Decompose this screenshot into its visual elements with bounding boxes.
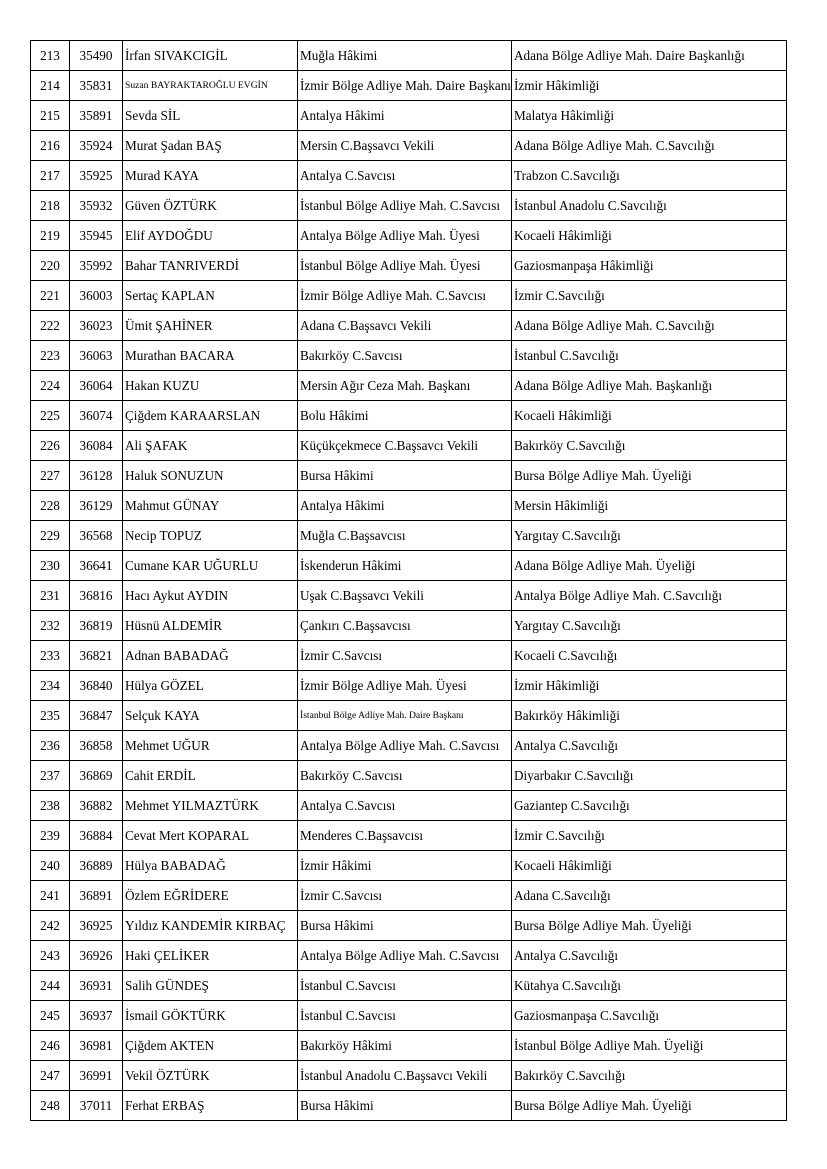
new-position-cell: Yargıtay C.Savcılığı [512, 521, 787, 551]
person-name-cell: Sertaç KAPLAN [123, 281, 298, 311]
new-position-cell: İzmir C.Savcılığı [512, 821, 787, 851]
table-row [31, 971, 787, 1001]
registry-number-cell: 36937 [70, 1001, 123, 1031]
current-position-cell: İstanbul C.Savcısı [298, 971, 512, 1001]
table-row [31, 311, 787, 341]
row-number-cell: 214 [31, 71, 70, 101]
row-number-cell: 221 [31, 281, 70, 311]
current-position-cell: Muğla C.Başsavcısı [298, 521, 512, 551]
row-number-cell: 246 [31, 1031, 70, 1061]
table-row [31, 221, 787, 251]
new-position-cell: Malatya Hâkimliği [512, 101, 787, 131]
table-row [31, 161, 787, 191]
person-name-cell: Ümit ŞAHİNER [123, 311, 298, 341]
table-row [31, 821, 787, 851]
row-number-cell: 230 [31, 551, 70, 581]
person-name-cell: Mehmet YILMAZTÜRK [123, 791, 298, 821]
current-position-cell: İzmir Bölge Adliye Mah. C.Savcısı [298, 281, 512, 311]
table-row [31, 881, 787, 911]
new-position-cell: Yargıtay C.Savcılığı [512, 611, 787, 641]
table-row [31, 671, 787, 701]
table-row [31, 1061, 787, 1091]
person-name-cell: Sevda SİL [123, 101, 298, 131]
registry-number-cell: 35932 [70, 191, 123, 221]
registry-number-cell: 36821 [70, 641, 123, 671]
current-position-cell: Antalya C.Savcısı [298, 791, 512, 821]
row-number-cell: 219 [31, 221, 70, 251]
registry-number-cell: 36931 [70, 971, 123, 1001]
new-position-cell: Kocaeli Hâkimliği [512, 401, 787, 431]
row-number-cell: 225 [31, 401, 70, 431]
row-number-cell: 213 [31, 41, 70, 71]
person-name-cell: Cumane KAR UĞURLU [123, 551, 298, 581]
person-name-cell: Özlem EĞRİDERE [123, 881, 298, 911]
current-position-cell: İstanbul Bölge Adliye Mah. Daire Başkanı [298, 701, 512, 731]
person-name-cell: Yıldız KANDEMİR KIRBAÇ [123, 911, 298, 941]
table-row [31, 911, 787, 941]
current-position-cell: Bakırköy C.Savcısı [298, 341, 512, 371]
current-position-cell: İzmir Bölge Adliye Mah. Üyesi [298, 671, 512, 701]
registry-number-cell: 36064 [70, 371, 123, 401]
person-name-cell: Hakan KUZU [123, 371, 298, 401]
table-row [31, 521, 787, 551]
person-name-cell: İrfan SIVAKCIGİL [123, 41, 298, 71]
person-name-cell: Cevat Mert KOPARAL [123, 821, 298, 851]
person-name-cell: Necip TOPUZ [123, 521, 298, 551]
row-number-cell: 220 [31, 251, 70, 281]
table-row [31, 941, 787, 971]
registry-number-cell: 36925 [70, 911, 123, 941]
table-row [31, 341, 787, 371]
row-number-cell: 235 [31, 701, 70, 731]
current-position-cell: Küçükçekmece C.Başsavcı Vekili [298, 431, 512, 461]
person-name-cell: Ferhat ERBAŞ [123, 1091, 298, 1121]
current-position-cell: Mersin Ağır Ceza Mah. Başkanı [298, 371, 512, 401]
table-row [31, 431, 787, 461]
row-number-cell: 238 [31, 791, 70, 821]
current-position-cell: Menderes C.Başsavcısı [298, 821, 512, 851]
registry-number-cell: 36074 [70, 401, 123, 431]
person-name-cell: Salih GÜNDEŞ [123, 971, 298, 1001]
person-name-cell: Murad KAYA [123, 161, 298, 191]
new-position-cell: Antalya C.Savcılığı [512, 731, 787, 761]
row-number-cell: 229 [31, 521, 70, 551]
new-position-cell: Adana Bölge Adliye Mah. Başkanlığı [512, 371, 787, 401]
table-row [31, 1031, 787, 1061]
new-position-cell: Trabzon C.Savcılığı [512, 161, 787, 191]
registry-number-cell: 36884 [70, 821, 123, 851]
table-row [31, 731, 787, 761]
new-position-cell: İzmir Hâkimliği [512, 71, 787, 101]
current-position-cell: Çankırı C.Başsavcısı [298, 611, 512, 641]
table-body [31, 41, 787, 1121]
table-row [31, 491, 787, 521]
current-position-cell: İzmir C.Savcısı [298, 881, 512, 911]
registry-number-cell: 36129 [70, 491, 123, 521]
table-row [31, 41, 787, 71]
registry-number-cell: 36023 [70, 311, 123, 341]
person-name-cell: Çiğdem AKTEN [123, 1031, 298, 1061]
new-position-cell: Mersin Hâkimliği [512, 491, 787, 521]
current-position-cell: İstanbul Anadolu C.Başsavcı Vekili [298, 1061, 512, 1091]
new-position-cell: Diyarbakır C.Savcılığı [512, 761, 787, 791]
person-name-cell: Hacı Aykut AYDIN [123, 581, 298, 611]
registry-number-cell: 36084 [70, 431, 123, 461]
registry-number-cell: 35490 [70, 41, 123, 71]
registry-number-cell: 35924 [70, 131, 123, 161]
registry-number-cell: 36816 [70, 581, 123, 611]
row-number-cell: 242 [31, 911, 70, 941]
new-position-cell: Bursa Bölge Adliye Mah. Üyeliği [512, 461, 787, 491]
row-number-cell: 226 [31, 431, 70, 461]
new-position-cell: İstanbul Bölge Adliye Mah. Üyeliği [512, 1031, 787, 1061]
row-number-cell: 228 [31, 491, 70, 521]
current-position-cell: Bakırköy Hâkimi [298, 1031, 512, 1061]
current-position-cell: Antalya Hâkimi [298, 491, 512, 521]
registry-number-cell: 36840 [70, 671, 123, 701]
person-name-cell: Selçuk KAYA [123, 701, 298, 731]
person-name-cell: Mahmut GÜNAY [123, 491, 298, 521]
row-number-cell: 237 [31, 761, 70, 791]
registry-number-cell: 36847 [70, 701, 123, 731]
current-position-cell: Mersin C.Başsavcı Vekili [298, 131, 512, 161]
table-row [31, 101, 787, 131]
row-number-cell: 244 [31, 971, 70, 1001]
registry-number-cell: 36819 [70, 611, 123, 641]
person-name-cell: Güven ÖZTÜRK [123, 191, 298, 221]
new-position-cell: Gaziosmanpaşa Hâkimliği [512, 251, 787, 281]
table-row [31, 551, 787, 581]
table-row [31, 1001, 787, 1031]
row-number-cell: 247 [31, 1061, 70, 1091]
person-name-cell: Haluk SONUZUN [123, 461, 298, 491]
row-number-cell: 234 [31, 671, 70, 701]
row-number-cell: 216 [31, 131, 70, 161]
row-number-cell: 241 [31, 881, 70, 911]
row-number-cell: 217 [31, 161, 70, 191]
new-position-cell: Adana Bölge Adliye Mah. Daire Başkanlığı [512, 41, 787, 71]
registry-number-cell: 36128 [70, 461, 123, 491]
new-position-cell: İstanbul Anadolu C.Savcılığı [512, 191, 787, 221]
current-position-cell: İzmir C.Savcısı [298, 641, 512, 671]
registry-number-cell: 36991 [70, 1061, 123, 1091]
registry-number-cell: 35831 [70, 71, 123, 101]
table-row [31, 191, 787, 221]
current-position-cell: İzmir Hâkimi [298, 851, 512, 881]
person-name-cell: Murathan BACARA [123, 341, 298, 371]
row-number-cell: 233 [31, 641, 70, 671]
current-position-cell: İzmir Bölge Adliye Mah. Daire Başkanı [298, 71, 512, 101]
registry-number-cell: 36003 [70, 281, 123, 311]
table-row [31, 401, 787, 431]
registry-number-cell: 36926 [70, 941, 123, 971]
registry-number-cell: 36869 [70, 761, 123, 791]
row-number-cell: 223 [31, 341, 70, 371]
current-position-cell: İstanbul Bölge Adliye Mah. Üyesi [298, 251, 512, 281]
registry-number-cell: 36981 [70, 1031, 123, 1061]
registry-number-cell: 35891 [70, 101, 123, 131]
row-number-cell: 218 [31, 191, 70, 221]
person-name-cell: İsmail GÖKTÜRK [123, 1001, 298, 1031]
table-row [31, 851, 787, 881]
registry-number-cell: 36568 [70, 521, 123, 551]
current-position-cell: Bursa Hâkimi [298, 911, 512, 941]
table-row [31, 581, 787, 611]
appointment-table [30, 40, 787, 1121]
new-position-cell: Gaziosmanpaşa C.Savcılığı [512, 1001, 787, 1031]
person-name-cell: Ali ŞAFAK [123, 431, 298, 461]
current-position-cell: İstanbul Bölge Adliye Mah. C.Savcısı [298, 191, 512, 221]
new-position-cell: Kütahya C.Savcılığı [512, 971, 787, 1001]
row-number-cell: 215 [31, 101, 70, 131]
row-number-cell: 227 [31, 461, 70, 491]
registry-number-cell: 36858 [70, 731, 123, 761]
row-number-cell: 224 [31, 371, 70, 401]
new-position-cell: Adana Bölge Adliye Mah. Üyeliği [512, 551, 787, 581]
new-position-cell: Kocaeli Hâkimliği [512, 221, 787, 251]
table-row [31, 371, 787, 401]
new-position-cell: Gaziantep C.Savcılığı [512, 791, 787, 821]
current-position-cell: Adana C.Başsavcı Vekili [298, 311, 512, 341]
row-number-cell: 236 [31, 731, 70, 761]
current-position-cell: Antalya Bölge Adliye Mah. Üyesi [298, 221, 512, 251]
current-position-cell: Antalya Bölge Adliye Mah. C.Savcısı [298, 731, 512, 761]
table-row [31, 1091, 787, 1121]
new-position-cell: Kocaeli Hâkimliği [512, 851, 787, 881]
new-position-cell: Bursa Bölge Adliye Mah. Üyeliği [512, 911, 787, 941]
current-position-cell: Muğla Hâkimi [298, 41, 512, 71]
person-name-cell: Hülya GÖZEL [123, 671, 298, 701]
new-position-cell: Bursa Bölge Adliye Mah. Üyeliği [512, 1091, 787, 1121]
table-row [31, 251, 787, 281]
registry-number-cell: 36889 [70, 851, 123, 881]
current-position-cell: İstanbul C.Savcısı [298, 1001, 512, 1031]
new-position-cell: Adana C.Savcılığı [512, 881, 787, 911]
new-position-cell: Antalya C.Savcılığı [512, 941, 787, 971]
registry-number-cell: 37011 [70, 1091, 123, 1121]
new-position-cell: Adana Bölge Adliye Mah. C.Savcılığı [512, 311, 787, 341]
registry-number-cell: 36882 [70, 791, 123, 821]
registry-number-cell: 36641 [70, 551, 123, 581]
person-name-cell: Elif AYDOĞDU [123, 221, 298, 251]
registry-number-cell: 36891 [70, 881, 123, 911]
current-position-cell: Bursa Hâkimi [298, 461, 512, 491]
row-number-cell: 232 [31, 611, 70, 641]
new-position-cell: Bakırköy C.Savcılığı [512, 431, 787, 461]
person-name-cell: Hülya BABADAĞ [123, 851, 298, 881]
new-position-cell: Kocaeli C.Savcılığı [512, 641, 787, 671]
current-position-cell: Bursa Hâkimi [298, 1091, 512, 1121]
row-number-cell: 231 [31, 581, 70, 611]
new-position-cell: Antalya Bölge Adliye Mah. C.Savcılığı [512, 581, 787, 611]
person-name-cell: Hüsnü ALDEMİR [123, 611, 298, 641]
table-row [31, 461, 787, 491]
new-position-cell: İzmir Hâkimliği [512, 671, 787, 701]
table-row [31, 761, 787, 791]
registry-number-cell: 35945 [70, 221, 123, 251]
person-name-cell: Vekil ÖZTÜRK [123, 1061, 298, 1091]
table-row [31, 131, 787, 161]
person-name-cell: Cahit ERDİL [123, 761, 298, 791]
row-number-cell: 245 [31, 1001, 70, 1031]
table-row [31, 701, 787, 731]
current-position-cell: Bolu Hâkimi [298, 401, 512, 431]
row-number-cell: 243 [31, 941, 70, 971]
registry-number-cell: 36063 [70, 341, 123, 371]
current-position-cell: Uşak C.Başsavcı Vekili [298, 581, 512, 611]
current-position-cell: İskenderun Hâkimi [298, 551, 512, 581]
table-row [31, 71, 787, 101]
person-name-cell: Çiğdem KARAARSLAN [123, 401, 298, 431]
current-position-cell: Antalya C.Savcısı [298, 161, 512, 191]
person-name-cell: Bahar TANRIVERDİ [123, 251, 298, 281]
table-row [31, 641, 787, 671]
table-row [31, 611, 787, 641]
row-number-cell: 248 [31, 1091, 70, 1121]
new-position-cell: İstanbul C.Savcılığı [512, 341, 787, 371]
person-name-cell: Mehmet UĞUR [123, 731, 298, 761]
current-position-cell: Antalya Bölge Adliye Mah. C.Savcısı [298, 941, 512, 971]
row-number-cell: 240 [31, 851, 70, 881]
new-position-cell: Bakırköy C.Savcılığı [512, 1061, 787, 1091]
table-row [31, 281, 787, 311]
new-position-cell: Adana Bölge Adliye Mah. C.Savcılığı [512, 131, 787, 161]
new-position-cell: İzmir C.Savcılığı [512, 281, 787, 311]
registry-number-cell: 35992 [70, 251, 123, 281]
row-number-cell: 239 [31, 821, 70, 851]
person-name-cell: Haki ÇELİKER [123, 941, 298, 971]
row-number-cell: 222 [31, 311, 70, 341]
person-name-cell: Suzan BAYRAKTAROĞLU EVGİN [123, 71, 298, 101]
person-name-cell: Adnan BABADAĞ [123, 641, 298, 671]
person-name-cell: Murat Şadan BAŞ [123, 131, 298, 161]
current-position-cell: Bakırköy C.Savcısı [298, 761, 512, 791]
registry-number-cell: 35925 [70, 161, 123, 191]
new-position-cell: Bakırköy Hâkimliği [512, 701, 787, 731]
table-row [31, 791, 787, 821]
current-position-cell: Antalya Hâkimi [298, 101, 512, 131]
